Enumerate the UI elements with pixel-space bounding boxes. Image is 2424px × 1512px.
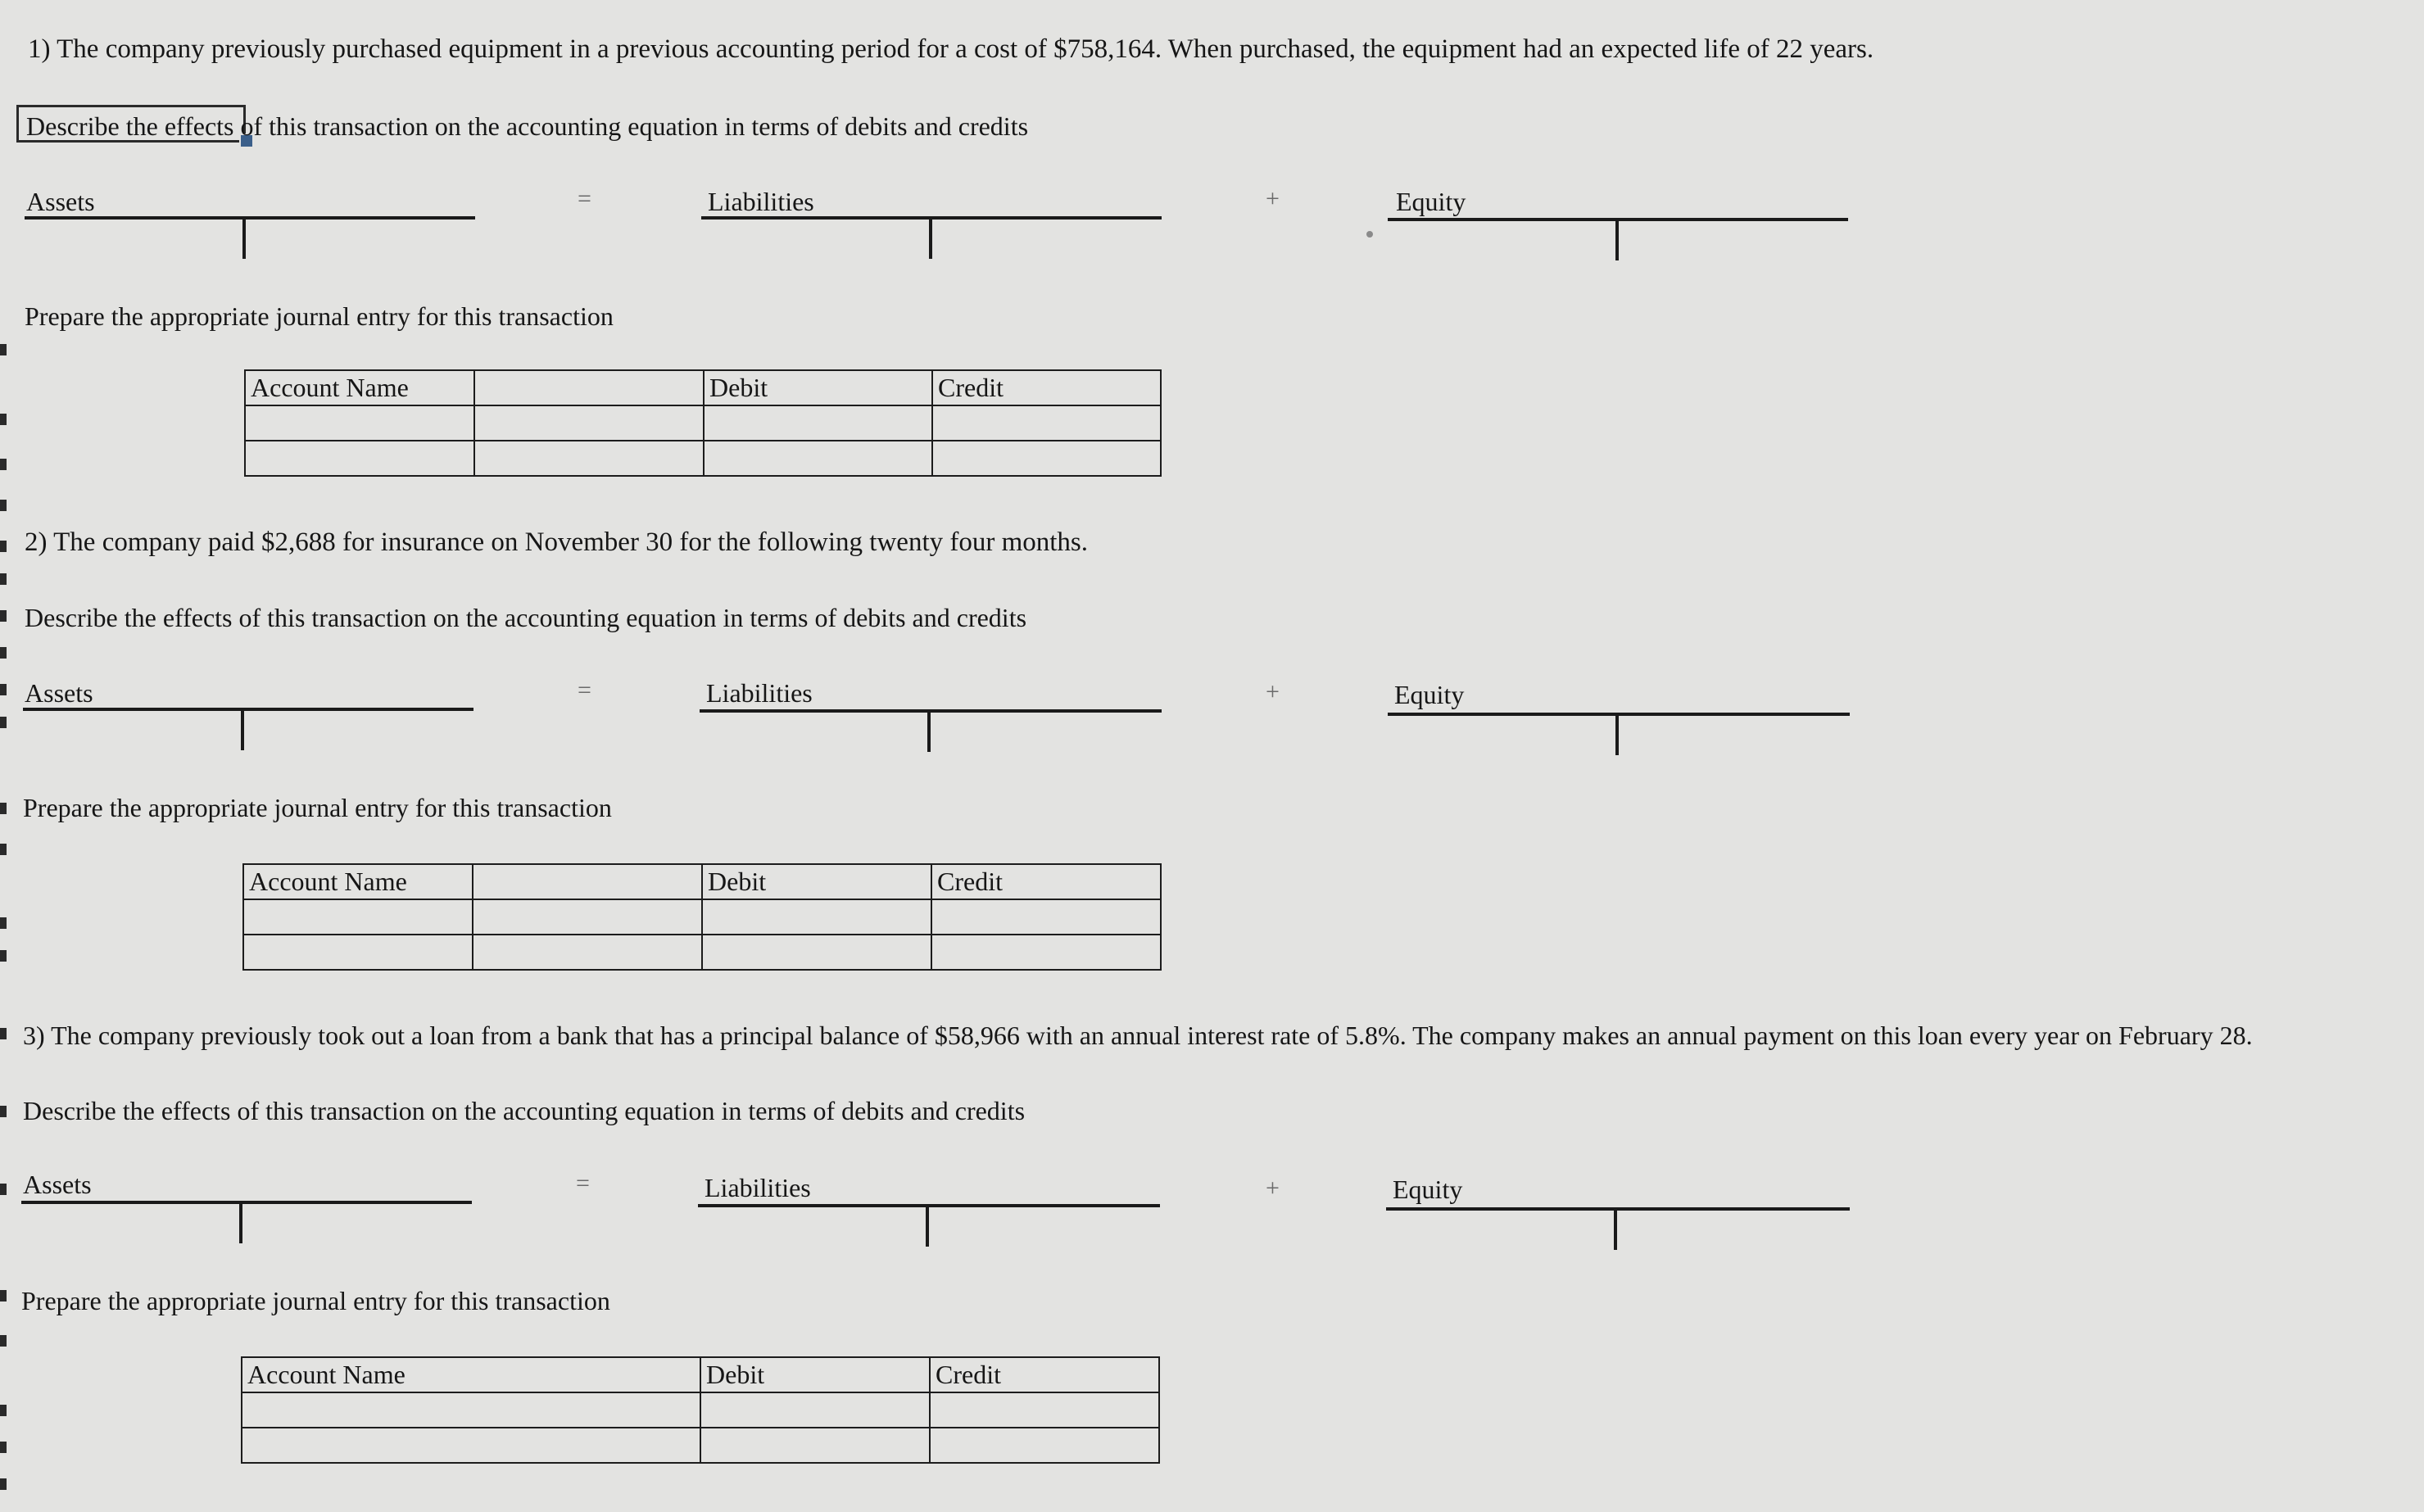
section2-equals-sign: = [578,677,591,704]
debit-header: Debit [702,864,931,899]
row-edge-marker [0,717,7,728]
account-name-cell[interactable] [474,370,704,405]
section1-journal-table [244,369,1162,477]
section3-equity-label: Equity [1393,1175,1463,1204]
credit-cell[interactable] [932,405,1161,441]
section1-assets-t-divider [242,216,246,259]
account-name-header: Account Name [243,864,473,899]
section1-equals-sign: = [578,185,591,212]
credit-cell[interactable] [931,899,1161,935]
section2-assets-t-top [23,708,473,711]
section1-journal-prompt: Prepare the appropriate journal entry for this transaction [25,301,614,331]
table-row [242,1357,1159,1392]
section2-equity-label: Equity [1394,680,1465,709]
section2-assets-label: Assets [25,678,93,708]
row-edge-marker [0,610,7,622]
table-row [245,441,1161,476]
section3-liabilities-t-top [698,1204,1160,1207]
section3-equals-sign: = [576,1170,590,1197]
table-row [245,405,1161,441]
credit-header: Credit [932,370,1161,405]
section2-liabilities-t-top [700,709,1162,713]
section3-assets-t-divider [239,1201,242,1243]
debit-cell[interactable] [700,1428,930,1463]
row-edge-marker [0,1184,7,1195]
row-edge-marker [0,1442,7,1453]
section3-equity-t-top [1386,1207,1850,1211]
debit-cell[interactable] [704,405,932,441]
debit-header: Debit [704,370,932,405]
account-name-header: Account Name [242,1357,700,1392]
credit-cell[interactable] [930,1428,1159,1463]
row-edge-marker [0,573,7,585]
section1-assets-label: Assets [26,187,95,216]
account-name-cell[interactable] [245,405,474,441]
section2-describe: Describe the effects of this transaction on the accounting equation in terms of debits and credits [25,603,1027,632]
credit-header: Credit [931,864,1161,899]
section2-plus-sign: + [1266,678,1280,705]
section2-liabilities-label: Liabilities [706,678,813,708]
section2-journal-prompt: Prepare the appropriate journal entry for this transaction [23,793,612,822]
row-edge-marker [0,1106,7,1117]
table-row [245,370,1161,405]
account-name-cell[interactable] [243,935,473,970]
row-edge-marker [0,917,7,929]
section2-assets-t-divider [241,708,244,750]
section3-journal-prompt: Prepare the appropriate journal entry for this transaction [21,1286,610,1315]
row-edge-marker [0,541,7,552]
account-name-cell[interactable] [474,405,704,441]
account-name-cell[interactable] [474,441,704,476]
credit-cell[interactable] [930,1392,1159,1428]
account-name-cell[interactable] [242,1392,700,1428]
speck [1366,231,1373,238]
section3-equity-t-divider [1614,1207,1617,1250]
row-edge-marker [0,414,7,425]
table-row [242,1428,1159,1463]
table-row [243,864,1161,899]
account-name-cell[interactable] [473,899,702,935]
section1-plus-sign: + [1266,185,1280,212]
section3-liabilities-label: Liabilities [705,1173,811,1202]
credit-header: Credit [930,1357,1159,1392]
row-edge-marker [0,1290,7,1301]
table-row [242,1392,1159,1428]
row-edge-marker [0,1028,7,1039]
debit-cell[interactable] [700,1392,930,1428]
section3-assets-t-top [21,1201,472,1204]
table-row [243,935,1161,970]
section3-journal-table [241,1356,1160,1464]
debit-cell[interactable] [702,935,931,970]
debit-cell[interactable] [704,441,932,476]
account-name-header: Account Name [245,370,474,405]
credit-cell[interactable] [931,935,1161,970]
section2-prompt: 2) The company paid $2,688 for insurance on November 30 for the following twenty four months. [25,527,1089,557]
credit-cell[interactable] [932,441,1161,476]
section1-equity-label: Equity [1396,187,1466,216]
row-edge-marker [0,1335,7,1347]
account-name-cell[interactable] [243,899,473,935]
row-edge-marker [0,344,7,355]
section3-plus-sign: + [1266,1175,1280,1202]
section2-journal-table [242,863,1162,971]
debit-cell[interactable] [702,899,931,935]
section2-equity-t-divider [1615,713,1619,755]
table-row [243,899,1161,935]
row-edge-marker [0,803,7,814]
section1-describe[interactable]: Describe the effects of this transaction on the accounting equation in terms of debits and credits [26,111,1029,141]
account-name-cell[interactable] [473,935,702,970]
row-edge-marker [0,647,7,659]
account-name-cell[interactable] [245,441,474,476]
section3-prompt: 3) The company previously took out a loan from a bank that has a principal balance of $58,966 with an annual interest rate of 5.8%. The company makes an annual payment on this loan every year on February 28. [23,1021,2253,1050]
row-edge-marker [0,1405,7,1416]
section3-describe: Describe the effects of this transaction on the accounting equation in terms of debits and credits [23,1096,1026,1125]
row-edge-marker [0,684,7,695]
section1-equity-t-divider [1615,218,1619,260]
section3-assets-label: Assets [23,1170,92,1199]
section2-equity-t-top [1388,713,1850,716]
debit-header: Debit [700,1357,930,1392]
section3-liabilities-t-divider [926,1204,929,1247]
section1-assets-t-top [25,216,475,220]
account-name-cell[interactable] [242,1428,700,1463]
section1-liabilities-label: Liabilities [708,187,814,216]
account-name-cell[interactable] [473,864,702,899]
section1-prompt: 1) The company previously purchased equipment in a previous accounting period for a cost of $758,164. When purchased, the equipment had an expected life of 22 years. [28,34,1874,64]
row-edge-marker [0,844,7,855]
row-edge-marker [0,500,7,511]
row-edge-marker [0,1478,7,1490]
section2-liabilities-t-divider [927,709,931,752]
row-edge-marker [0,459,7,470]
row-edge-marker [0,950,7,962]
section1-liabilities-t-divider [929,216,932,259]
